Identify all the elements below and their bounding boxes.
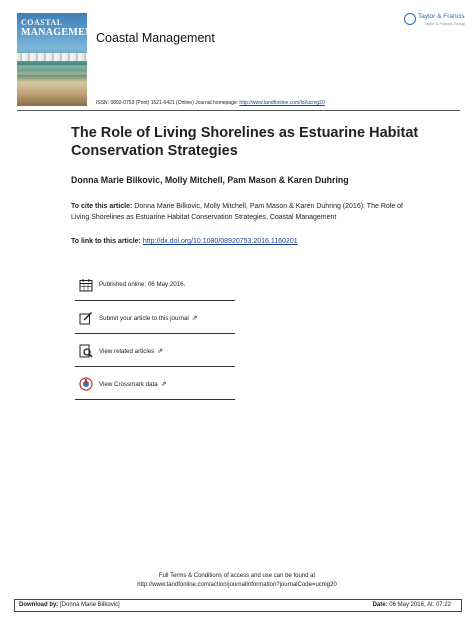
menu-item-submit-article[interactable] bbox=[75, 301, 235, 334]
article-links-menu bbox=[75, 268, 235, 400]
download-info-bar bbox=[14, 599, 462, 612]
citation-block bbox=[71, 202, 416, 223]
menu-item-related-articles[interactable] bbox=[75, 334, 235, 367]
external-link-icon: ⇗ bbox=[160, 381, 167, 388]
related-icon bbox=[79, 344, 93, 358]
edit-icon bbox=[79, 311, 93, 325]
publisher-logo-text: Taylor & Francis bbox=[418, 13, 465, 20]
cite-label: To cite this article: bbox=[71, 203, 133, 210]
journal-homepage-link[interactable]: http://www.tandfonline.com/loi/ucmg20 bbox=[239, 100, 325, 106]
issn-text: ISSN: 0892-0753 (Print) 1521-0421 (Online) Journal homepage: bbox=[96, 100, 240, 106]
menu-item-label[interactable]: View related articles bbox=[99, 348, 155, 355]
crossmark-icon bbox=[79, 377, 93, 391]
link-label: To link to this article: bbox=[71, 238, 143, 245]
journal-cover-image bbox=[17, 13, 100, 106]
doi-link[interactable]: http://dx.doi.org/10.1080/08920753.2016.1160201 bbox=[142, 238, 298, 245]
logo-ring-icon bbox=[404, 13, 416, 25]
journal-name: Coastal Management bbox=[96, 31, 215, 45]
article-authors: Donna Marie Bilkovic, Molly Mitchell, Pam Mason & Karen Duhring bbox=[71, 175, 349, 185]
link-line bbox=[71, 238, 298, 245]
menu-item-label[interactable]: Submit your article to this journal bbox=[99, 315, 189, 322]
date-value: 06 May 2016, At: 07:22 bbox=[387, 601, 451, 608]
downloaded-label: Download by: bbox=[19, 601, 59, 608]
downloaded-by bbox=[19, 602, 120, 608]
article-title: The Role of Living Shorelines as Estuarine Habitat Conservation Strategies bbox=[71, 125, 419, 159]
downloaded-value: [Donna Marie Bilkovic] bbox=[58, 601, 120, 608]
publisher-logo-subtext: Taylor & Francis Group bbox=[424, 21, 465, 26]
external-link-icon: ⇗ bbox=[157, 348, 164, 355]
calendar-icon bbox=[79, 278, 93, 292]
header-divider bbox=[17, 110, 460, 111]
cover-title-line1: COASTAL bbox=[21, 18, 63, 27]
date-label: Date: bbox=[372, 601, 388, 608]
menu-item-crossmark[interactable] bbox=[75, 367, 235, 400]
terms-line: Full Terms & Conditions of access and use can be found at bbox=[158, 573, 316, 579]
menu-item-label: Published online: 06 May 2016. bbox=[99, 281, 186, 288]
publisher-logo bbox=[404, 13, 465, 29]
cite-text: Donna Marie Bilkovic, Molly Mitchell, Pam Mason & Karen Duhring (2016): The Role of Living Shorelines as Estuarine Habitat Conservation Strategies, Coastal Management bbox=[71, 203, 403, 221]
cover-title-line2: MANAGEMENT bbox=[21, 27, 100, 38]
menu-item-published bbox=[75, 268, 235, 301]
menu-item-label[interactable]: View Crossmark data bbox=[99, 381, 158, 388]
terms-link[interactable]: http://www.tandfonline.com/action/journalInformation?journalCode=ucmg20 bbox=[137, 582, 337, 588]
external-link-icon: ⇗ bbox=[191, 315, 198, 322]
issn-line bbox=[96, 100, 325, 106]
download-date bbox=[373, 602, 451, 608]
